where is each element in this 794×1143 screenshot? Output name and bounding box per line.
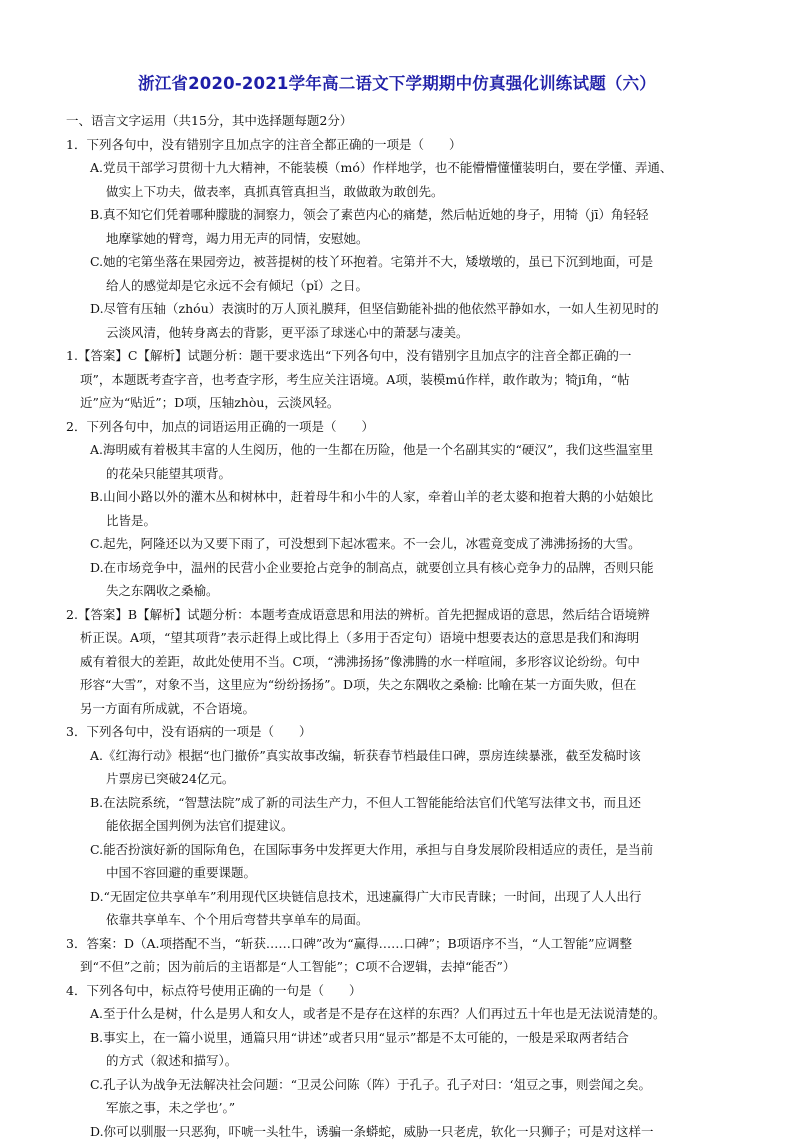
text-line: 能依据全国判例为法官们提建议。 — [66, 814, 732, 838]
text-line: 近”应为“贴近”；D项，压轴zhòu，云淡风轻。 — [66, 391, 732, 415]
option-line: D.在市场竞争中，温州的民营小企业要抢占竞争的制高点，就要创立具有核心竞争力的品牌，否则只能 — [66, 556, 732, 580]
text-line: 析正误。A项，“望其项背”表示赶得上或比得上（多用于否定句）语境中想要表达的意思是我们和海明 — [66, 626, 732, 650]
text-line: 形容“大雪”，对象不当，这里应为“纷纷扬扬”。D项，失之东隅收之桑榆: 比喻在某一方面失败，但在 — [66, 673, 732, 697]
text-line: 做实上下功夫，做表率，真抓真管真担当，敢做敢为敢创先。 — [66, 180, 732, 204]
answer-line: 2.【答案】B【解析】试题分析：本题考查成语意思和用法的辨析。首先把握成语的意思，然后结合语境辨 — [66, 603, 732, 627]
text-line: 军旅之事，未之学也’。” — [66, 1096, 732, 1120]
document-title: 浙江省2020-2021学年高二语文下学期期中仿真强化训练试题（六） — [0, 72, 794, 96]
text-line: 威有着很大的差距，故此处使用不当。C项，“沸沸扬扬”像沸腾的水一样喧闹，多形容议论纷纷。句中 — [66, 650, 732, 674]
text-line: 比皆是。 — [66, 509, 732, 533]
question-line: 4．下列各句中，标点符号使用正确的一句是（ ） — [66, 979, 732, 1003]
text-line: 失之东隅收之桑榆。 — [66, 579, 732, 603]
text-line: 地摩挲她的臂弯，竭力用无声的同情，安慰她。 — [66, 227, 732, 251]
text-line: 中国不容回避的重要课题。 — [66, 861, 732, 885]
question-line: 1．下列各句中，没有错别字且加点字的注音全都正确的一项是（ ） — [66, 133, 732, 157]
question-line: 3．下列各句中，没有语病的一项是（ ） — [66, 720, 732, 744]
document-body — [66, 109, 732, 1143]
option-line: D.尽管有压轴（zhóu）表演时的万人顶礼膜拜，但坚信勤能补拙的他依然平静如水，一如人生初见时的 — [66, 297, 732, 321]
option-line: A.党员干部学习贯彻十九大精神，不能装模（mó）作样地学，也不能懵懵懂懂装明白，要在学懂、弄通、 — [66, 156, 732, 180]
text-line: 到“不但”之前；因为前后的主语都是“人工智能”；C项不合逻辑，去掉“能否”） — [66, 955, 732, 979]
option-line: C.能否扮演好新的国际角色，在国际事务中发挥更大作用，承担与自身发展阶段相适应的责任，是当前 — [66, 838, 732, 862]
option-line: C.她的宅第坐落在果园旁边，被菩提树的枝丫环抱着。宅第并不大，矮墩墩的，虽已下沉到地面，可是 — [66, 250, 732, 274]
answer-line: 1.【答案】C【解析】试题分析：题干要求选出“下列各句中，没有错别字且加点字的注音全都正确的一 — [66, 344, 732, 368]
text-line: 依靠共享单车、个个用后弯替共享单车的局面。 — [66, 908, 732, 932]
option-line: D.“无固定位共享单车”利用现代区块链信息技术，迅速赢得广大市民青睐；一时间，出现了人人出行 — [66, 885, 732, 909]
answer-line: 3．答案：D（A.项搭配不当，“斩获……口碑”改为“赢得……口碑”；B项语序不当，“人工智能”应调整 — [66, 932, 732, 956]
option-line: B.事实上，在一篇小说里，通篇只用“讲述”或者只用“显示”都是不太可能的，一般是采取两者结合 — [66, 1026, 732, 1050]
option-line: A.《红海行动》根据“也门撤侨”真实故事改编，斩获春节档最佳口碑，票房连续暴涨，截至发稿时该 — [66, 744, 732, 768]
text-line: 的方式（叙述和描写）。 — [66, 1049, 732, 1073]
option-line: A.至于什么是树，什么是男人和女人，或者是不是存在这样的东西？人们再过五十年也是无法说清楚的。 — [66, 1002, 732, 1026]
option-line: A.海明威有着极其丰富的人生阅历，他的一生都在历险，他是一个名副其实的“硬汉”，我们这些温室里 — [66, 438, 732, 462]
option-line: C.起先，阿隆还以为又要下雨了，可没想到下起冰雹来。不一会儿，冰雹竟变成了沸沸扬扬的大雪。 — [66, 532, 732, 556]
option-line: C.孔子认为战争无法解决社会问题：“卫灵公问陈（阵）于孔子。孔子对曰：‘俎豆之事，则尝闻之矣。 — [66, 1073, 732, 1097]
text-line: 项”，本题既考查字音，也考查字形，考生应关注语境。A项，装模mú作样，敢作敢为；犄jī角，“帖 — [66, 368, 732, 392]
text-line: 的花朵只能望其项背。 — [66, 462, 732, 486]
question-line: 一、语言文字运用（共15分，其中选择题每题2分） — [66, 109, 732, 133]
text-line: 另一方面有所成就，不合语境。 — [66, 697, 732, 721]
text-line: 给人的感觉却是它永远不会有倾圮（pǐ）之日。 — [66, 274, 732, 298]
text-line: 片票房已突破24亿元。 — [66, 767, 732, 791]
option-line: B.山间小路以外的灌木丛和树林中，赶着母牛和小牛的人家，牵着山羊的老太婆和抱着大鹅的小姑娘比 — [66, 485, 732, 509]
option-line: B.真不知它们凭着哪种朦胧的洞察力，领会了素芭内心的痛楚，然后帖近她的身子，用犄（jī）角轻轻 — [66, 203, 732, 227]
text-line: 云淡风清，他转身离去的背影，更平添了球迷心中的萧瑟与凄美。 — [66, 321, 732, 345]
option-line: D.你可以驯服一只恶狗，吓唬一头牡牛，诱骗一条蟒蛇，威胁一只老虎，软化一只狮子；可是对这样一 — [66, 1120, 732, 1143]
question-line: 2．下列各句中，加点的词语运用正确的一项是（ ） — [66, 415, 732, 439]
option-line: B.在法院系统，“智慧法院”成了新的司法生产力，不但人工智能能给法官们代笔写法律文书，而且还 — [66, 791, 732, 815]
